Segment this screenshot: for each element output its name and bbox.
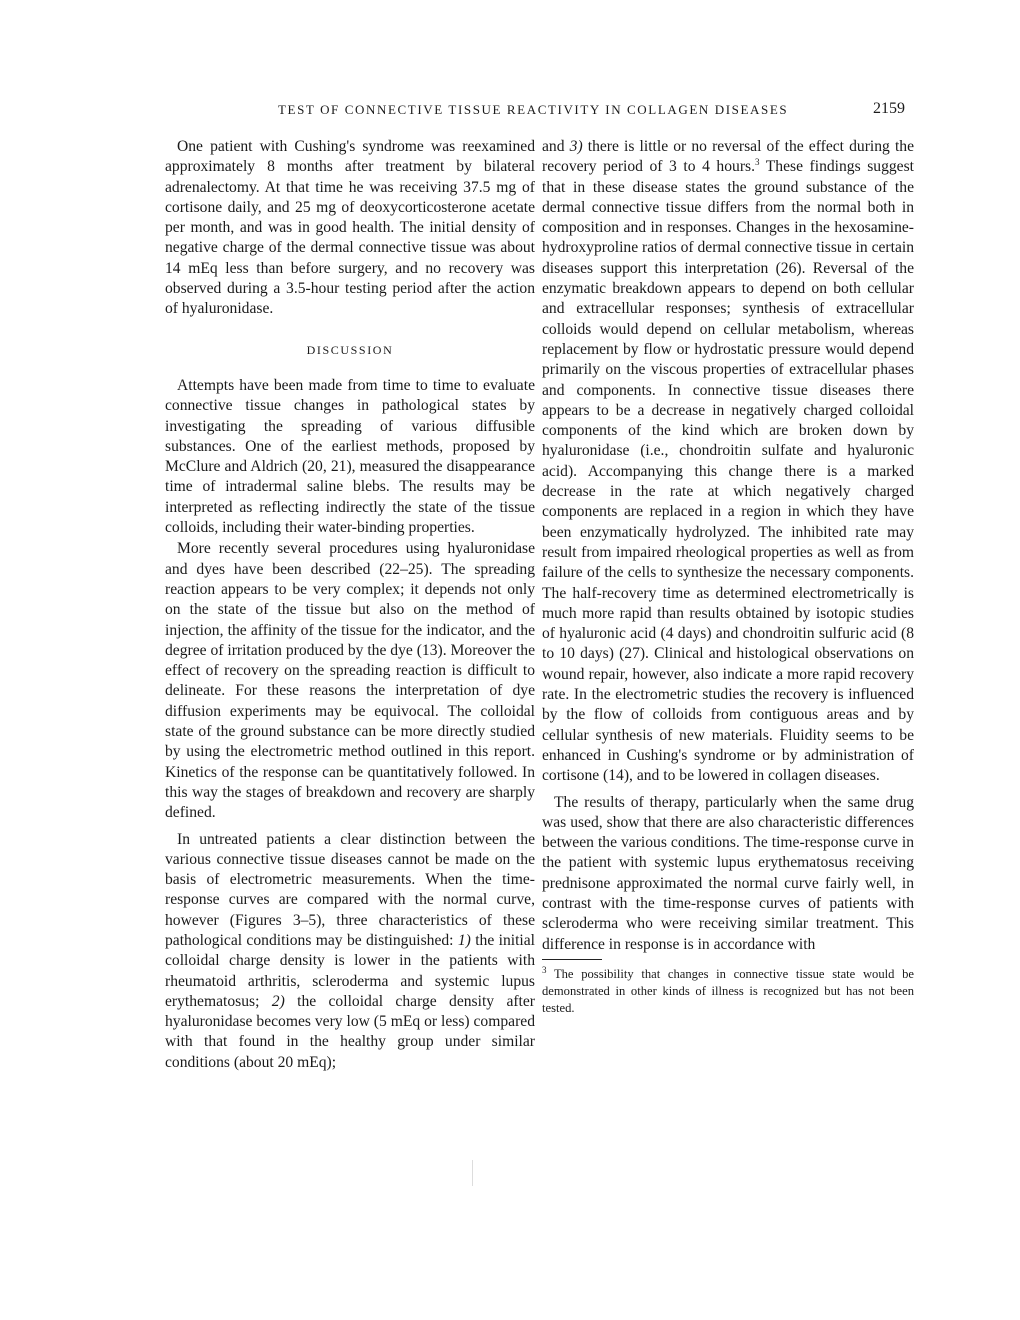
paragraph-spreading-methods: Attempts have been made from time to time to evaluate connective tissue changes in pathological states by investigating the spreading of various diffusible substances. One of the earliest methods, proposed by McClure and Aldrich (20, 21), measured the disappearance time of intradermal saline blebs. The results may be interpreted as reflecting indirectly the state of the tissue colloids, including their water-binding properties. xyxy=(165,376,535,537)
paragraph-text: there is little or no reversal of the effect during the recovery period of 3 to 4 hours. xyxy=(542,138,914,176)
list-marker: 3) xyxy=(569,138,583,155)
paragraph-cushing-reexam: One patient with Cushing's syndrome was reexamined approximately 8 months after treatment by bilateral adrenalectomy. At that time he was receiving 37.5 mg of cortisone daily, and 25 mg of deoxycorticosterone acetate per month, and was in good health. The initial density of negative charge of the dermal connective tissue was about 14 mEq less than before surgery, and no recovery was observed during a 3.5-hour testing period after the action of hyaluronidase. xyxy=(165,138,535,318)
paragraph-text: These findings suggest that in these disease states the ground substance of the dermal connective tissue differs from the normal both in composition and in responses. Changes in the hexosamine-hydroxyproline ratios of dermal connective tissue in certain diseases support this interpretation (26). Reversal of the enzymatic breakdown appears to depend on both cellular and extracellular responses; synthesis of extracellular colloids would depend on cellular metabolism, whereas replacement by flow or hydrostatic pressure would depend primarily on the viscous properties of extracellular phases and components. In connective tissue diseases there appears to be a decrease in negatively charged colloidal components of the kind which are broken down by hyaluronidase (i.e., chondroitin sulfate and hyaluronic acid). Accompanying this change there is a marked decrease in the rate at which negatively charged components are replaced in a region in which they have been enzymatically hydrolyzed. The inhibited rate may result from impaired rheological properties as well as from failure of the cells to synthesize the necessary components. The half-recovery time as determined electrometrically is much more rapid than results obtained by isotopic studies of hyaluronic acid (4 days) and chondroitin sulfuric acid (8 to 10 days) (27). Clinical and histological observations on wound repair, however, also indicate a more rapid recovery rate. In the electrometric studies the recovery is influenced by the flow of colloids from contiguous areas and by cellular synthesis of new materials. Fluidity seems to be enhanced in Cushing's syndrome or by administration of cortisone (14), and to be lowered in collagen diseases. xyxy=(542,158,914,785)
footnote xyxy=(542,966,914,1017)
scan-mark xyxy=(472,1160,473,1186)
paragraph-continuation xyxy=(542,137,914,787)
section-heading-discussion: DISCUSSION xyxy=(306,342,394,357)
paragraph-untreated-patients xyxy=(165,830,535,1074)
paragraph-text: the initial colloidal charge density is lower in the patients with rheumatoid arthritis, scleroderma and systemic lupus erythematosus; xyxy=(165,931,536,1010)
paragraph-text: and xyxy=(542,138,570,155)
paragraph-text: the colloidal charge density after hyaluronidase becomes very low (5 mEq or less) compared with that found in the healthy group under similar conditions (about 20 mEq); xyxy=(165,992,535,1071)
paragraph-therapy-results: The results of therapy, particularly when the same drug was used, show that there are also characteristic differences between the various conditions. The time-response curve in the patient with systemic lupus erythematosus receiving prednisone approximated the normal curve fairly well, in contrast with the time-response curves of patients with scleroderma who were receiving similar treatment. This difference in response is in accordance with xyxy=(542,793,914,953)
running-title: TEST OF CONNECTIVE TISSUE REACTIVITY IN COLLAGEN DISEASES xyxy=(278,102,789,117)
footnote-reference: 3 xyxy=(754,157,760,168)
left-column xyxy=(165,137,535,1073)
list-marker: 2) xyxy=(271,992,285,1010)
page-number: 2159 xyxy=(873,100,905,117)
list-marker: 1) xyxy=(457,931,471,949)
page-header xyxy=(165,100,905,122)
right-column xyxy=(542,137,914,1017)
footnote-text: The possibility that changes in connective tissue state would be demonstrated in other kinds of illness is recognized but has not been tested. xyxy=(542,966,914,1015)
paragraph-hyaluronidase-dyes: More recently several procedures using hyaluronidase and dyes have been described (22–25). The spreading reaction appears to be very complex; it depends not only on the state of the tissue but also on the method of injection, the affinity of the tissue for the indicator, and the degree of irritation produced by the dye (13). Moreover the effect of recovery on the spreading reaction is difficult to delineate. For these reasons the interpretation of dye diffusion experiments may be equivocal. The colloidal state of the ground substance can be more directly studied by using the electrometric method outlined in this report. Kinetics of the response can be quantitatively followed. In this way the stages of breakdown and recovery are sharply defined. xyxy=(165,540,535,822)
footnote-marker: 3 xyxy=(542,964,547,975)
paragraph-text: In untreated patients a clear distinction between the various connective tissue diseases cannot be made on the basis of electrometric measurements. When the time-response curves are compared with the normal curve, however (Figures 3–5), three characteristics of these pathological conditions may be distinguished: xyxy=(165,830,535,949)
footnote-rule xyxy=(542,959,602,960)
